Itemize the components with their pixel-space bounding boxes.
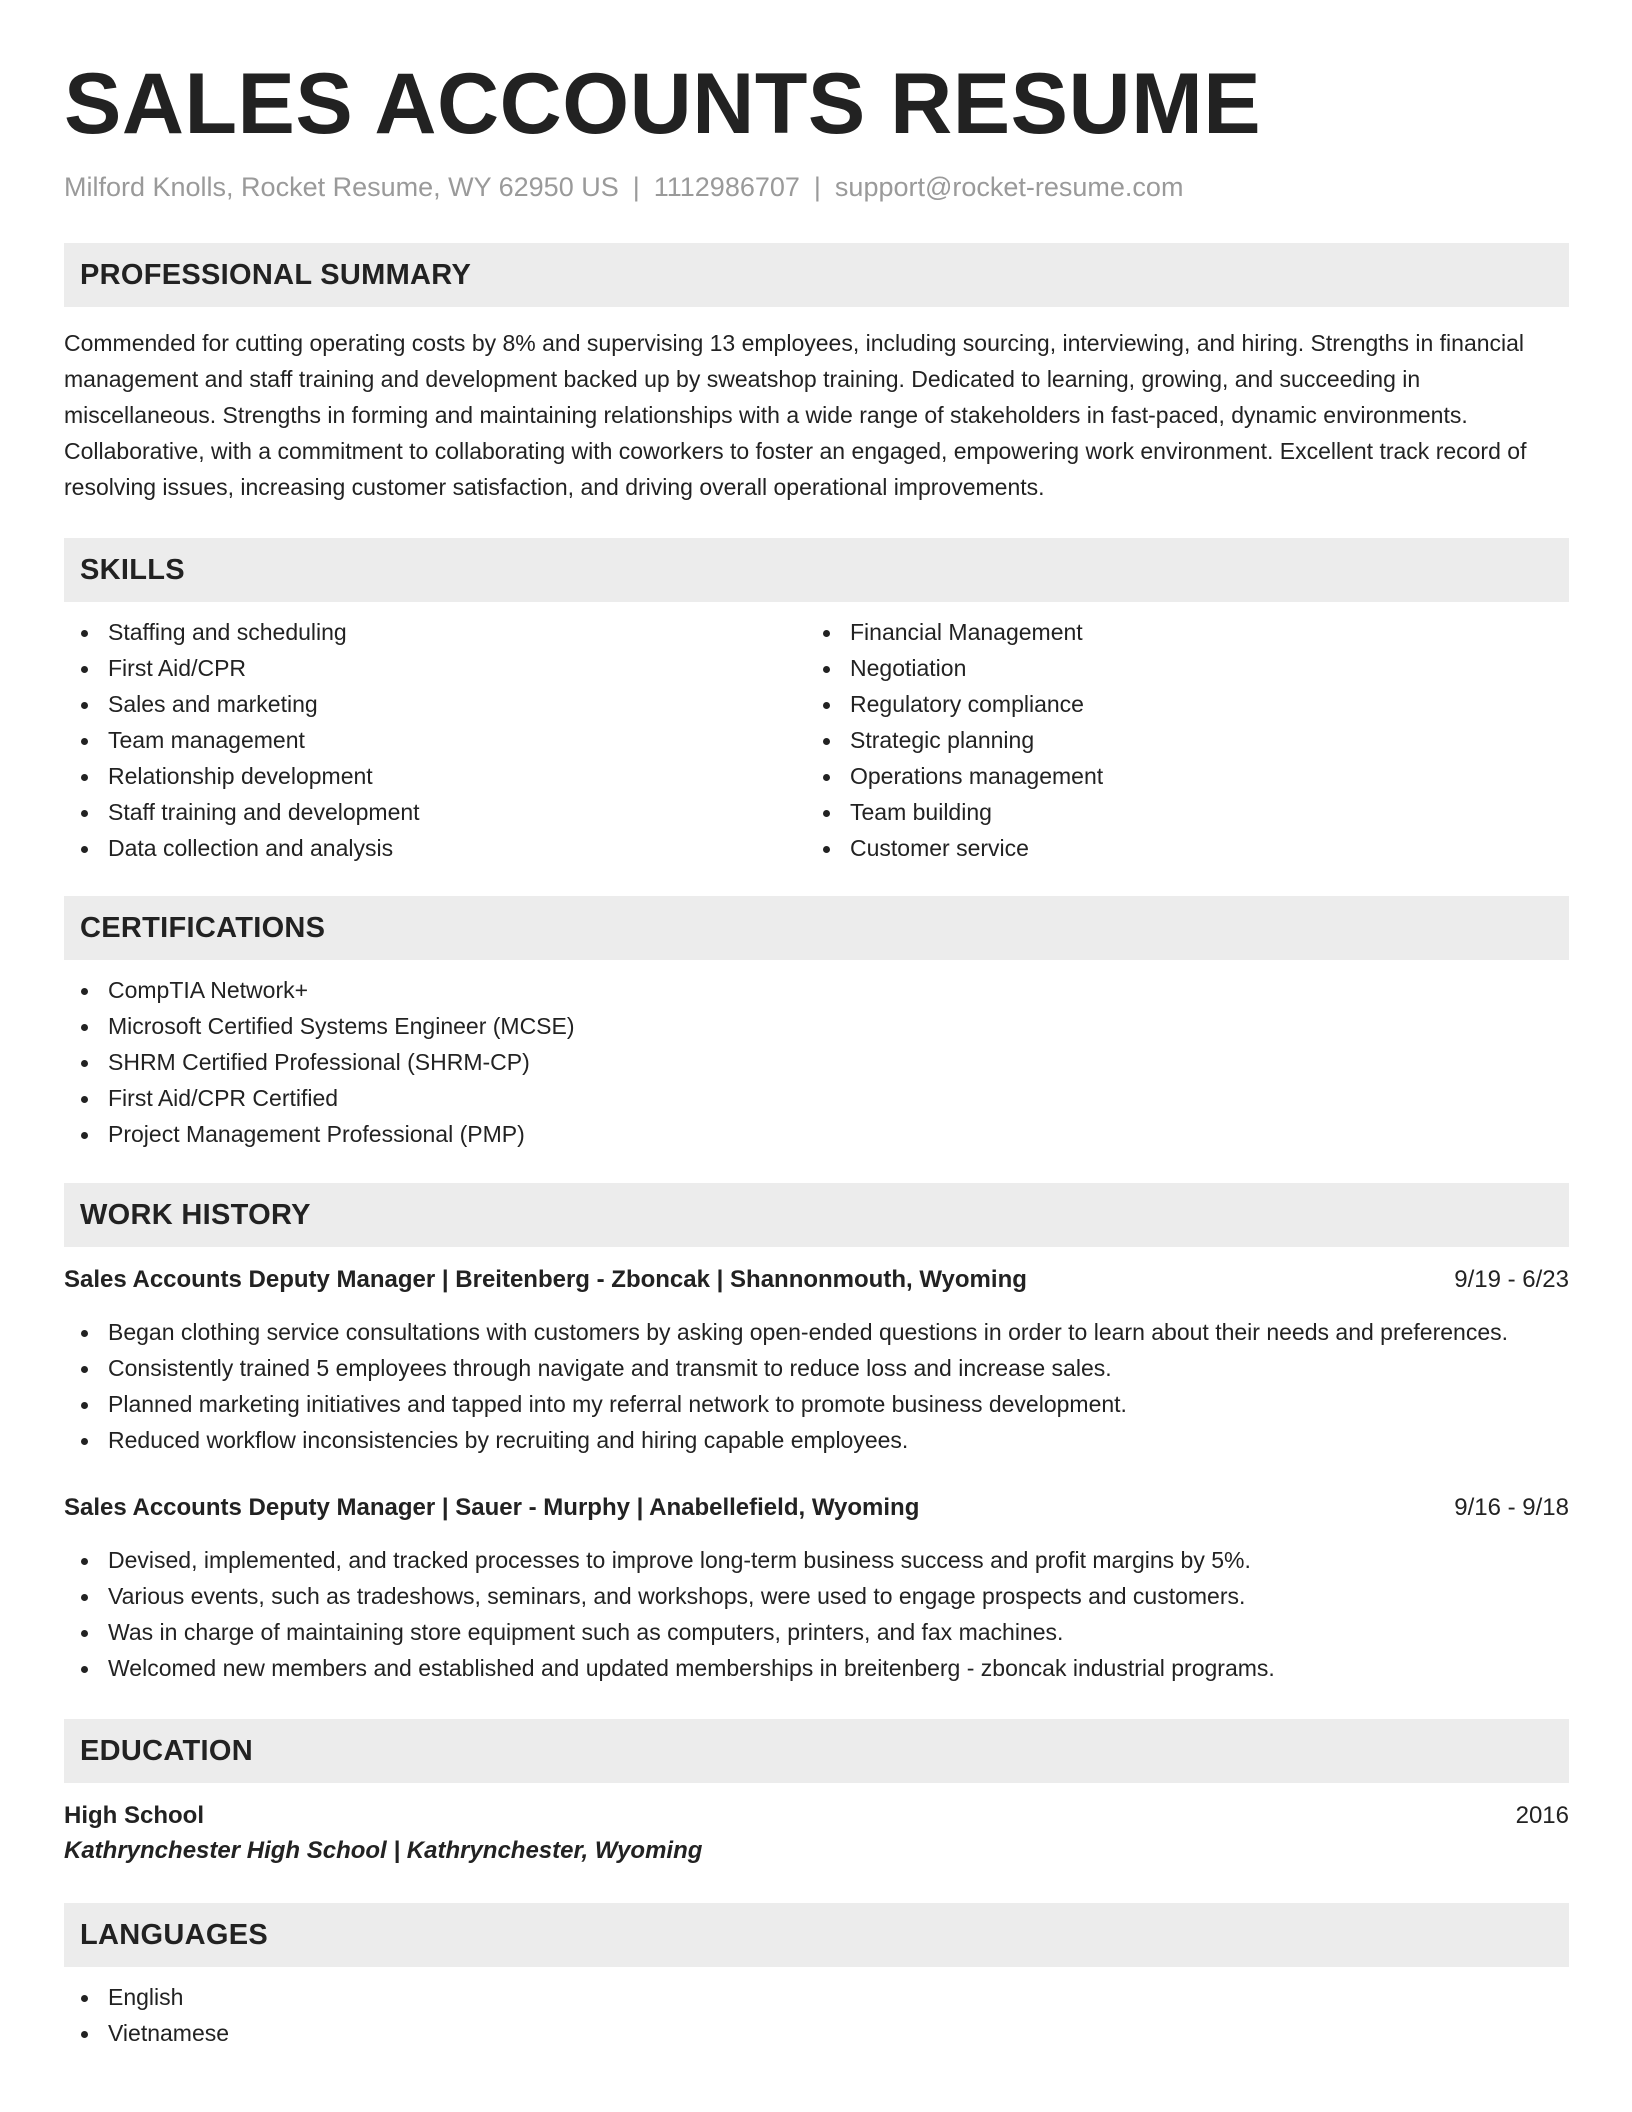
skill-item: Financial Management	[806, 614, 1548, 650]
skills-columns	[64, 614, 1569, 866]
education-entry	[64, 1799, 1569, 1833]
job-duty-item: Consistently trained 5 employees through navigate and transmit to reduce loss and increase sales.	[64, 1350, 1569, 1386]
job-entry	[64, 1263, 1569, 1458]
contact-line	[64, 170, 1569, 204]
skills-list-right	[806, 614, 1548, 866]
contact-email: support@rocket-resume.com	[834, 172, 1184, 202]
job-duty-item: Reduced workflow inconsistencies by recruiting and hiring capable employees.	[64, 1422, 1569, 1458]
job-duties-list	[64, 1314, 1569, 1458]
education-school: Kathrynchester High School | Kathrynchester, Wyoming	[64, 1837, 703, 1864]
skills-heading: SKILLS	[64, 538, 1569, 602]
skill-item: Team management	[64, 722, 806, 758]
job-duty-item: Was in charge of maintaining store equipment such as computers, printers, and fax machines.	[64, 1614, 1569, 1650]
job-dates: 9/16 - 9/18	[1454, 1494, 1569, 1521]
skill-item: Staff training and development	[64, 794, 806, 830]
job-duty-item: Planned marketing initiatives and tapped into my referral network to promote business development.	[64, 1386, 1569, 1422]
work-history-section	[64, 1183, 1569, 1686]
resume-title: SALES ACCOUNTS RESUME	[64, 56, 1262, 152]
education-degree: High School	[64, 1802, 204, 1829]
skill-item: Data collection and analysis	[64, 830, 806, 866]
education-year: 2016	[1515, 1802, 1569, 1829]
job-duty-item: Devised, implemented, and tracked processes to improve long-term business success and profit margins by 5%.	[64, 1542, 1569, 1578]
job-entry	[64, 1491, 1569, 1686]
skill-item: Customer service	[806, 830, 1548, 866]
summary-text: Commended for cutting operating costs by 8% and supervising 13 employees, including sourcing, interviewing, and hiring. Strengths in financial management and staff training and development backed up by sweatshop training. Dedicated to learning, growing, and succeeding in miscellaneous. Strengths in forming and maintaining relationships with a wide range of stakeholders in fast-paced, dynamic environments. Collaborative, with a commitment to collaborating with coworkers to foster an engaged, empowering work environment. Excellent track record of resolving issues, increasing customer satisfaction, and driving overall operational improvements.	[64, 330, 1527, 500]
skill-item: Sales and marketing	[64, 686, 806, 722]
languages-list	[64, 1979, 1569, 2051]
skill-item: Strategic planning	[806, 722, 1548, 758]
skill-item: Relationship development	[64, 758, 806, 794]
education-heading: EDUCATION	[64, 1719, 1569, 1783]
job-dates: 9/19 - 6/23	[1454, 1266, 1569, 1293]
skill-item: Team building	[806, 794, 1548, 830]
job-header	[64, 1263, 1569, 1297]
contact-separator: |	[813, 172, 821, 202]
skills-section	[64, 538, 1569, 866]
resume-page	[64, 0, 1569, 2051]
job-header	[64, 1491, 1569, 1525]
contact-address: Milford Knolls, Rocket Resume, WY 62950 US	[64, 172, 619, 202]
skill-item: Staffing and scheduling	[64, 614, 806, 650]
certification-item: Microsoft Certified Systems Engineer (MCSE)	[64, 1008, 1569, 1044]
summary-section	[64, 243, 1569, 505]
job-duty-item: Various events, such as tradeshows, seminars, and workshops, were used to engage prospects and customers.	[64, 1578, 1569, 1614]
certification-item: CompTIA Network+	[64, 972, 1569, 1008]
skill-item: Regulatory compliance	[806, 686, 1548, 722]
certification-item: SHRM Certified Professional (SHRM-CP)	[64, 1044, 1569, 1080]
contact-phone: 1112986707	[653, 172, 800, 202]
job-duty-item: Began clothing service consultations with customers by asking open-ended questions in order to learn about their needs and preferences.	[64, 1314, 1569, 1350]
work-history-heading: WORK HISTORY	[64, 1183, 1569, 1247]
language-item: English	[64, 1979, 1569, 2015]
job-title: Sales Accounts Deputy Manager | Sauer - Murphy | Anabellefield, Wyoming	[64, 1494, 920, 1521]
certifications-list	[64, 972, 1569, 1152]
certification-item: Project Management Professional (PMP)	[64, 1116, 1569, 1152]
job-duties-list	[64, 1542, 1569, 1686]
certification-item: First Aid/CPR Certified	[64, 1080, 1569, 1116]
languages-heading: LANGUAGES	[64, 1903, 1569, 1967]
education-section	[64, 1719, 1569, 1869]
language-item: Vietnamese	[64, 2015, 1569, 2051]
certifications-section	[64, 896, 1569, 1152]
skills-list-left	[64, 614, 806, 866]
contact-separator: |	[632, 172, 640, 202]
languages-section	[64, 1903, 1569, 2051]
skill-item: Operations management	[806, 758, 1548, 794]
skill-item: Negotiation	[806, 650, 1548, 686]
job-title: Sales Accounts Deputy Manager | Breitenberg - Zboncak | Shannonmouth, Wyoming	[64, 1266, 1027, 1293]
certifications-heading: CERTIFICATIONS	[64, 896, 1569, 960]
skill-item: First Aid/CPR	[64, 650, 806, 686]
job-duty-item: Welcomed new members and established and updated memberships in breitenberg - zboncak industrial programs.	[64, 1650, 1569, 1686]
summary-heading: PROFESSIONAL SUMMARY	[64, 243, 1569, 307]
